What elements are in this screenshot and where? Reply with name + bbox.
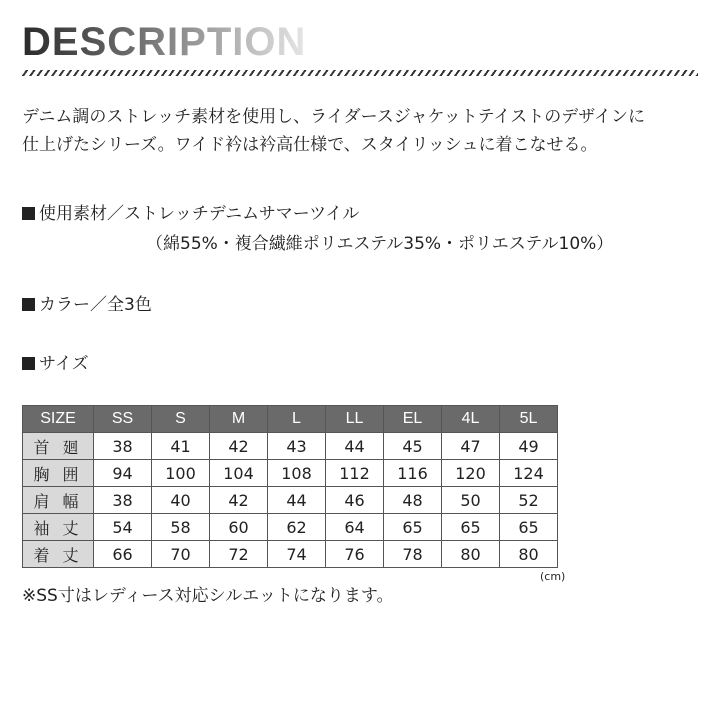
table-cell: 46 xyxy=(326,487,384,514)
size-header-cell: S xyxy=(152,406,210,433)
table-cell: 76 xyxy=(326,541,384,568)
table-cell: 66 xyxy=(94,541,152,568)
material-heading xyxy=(22,200,359,228)
title-divider xyxy=(22,70,698,76)
table-row xyxy=(23,487,558,514)
table-cell: 47 xyxy=(442,433,500,460)
table-cell: 52 xyxy=(500,487,558,514)
row-label: 首 廻 xyxy=(23,433,94,460)
size-header-cell: SIZE xyxy=(23,406,94,433)
table-cell: 100 xyxy=(152,460,210,487)
size-header-cell: SS xyxy=(94,406,152,433)
table-cell: 43 xyxy=(268,433,326,460)
page-title: DESCRIPTION xyxy=(22,20,307,64)
size-label: サイズ xyxy=(39,354,89,374)
table-cell: 38 xyxy=(94,433,152,460)
size-header-row xyxy=(23,406,558,433)
square-bullet-icon xyxy=(22,207,35,220)
description-line: デニム調のストレッチ素材を使用し、ライダースジャケットテイストのデザインに xyxy=(22,107,646,127)
table-cell: 38 xyxy=(94,487,152,514)
size-header-cell: 5L xyxy=(500,406,558,433)
table-cell: 42 xyxy=(210,433,268,460)
square-bullet-icon xyxy=(22,357,35,370)
row-label: 着 丈 xyxy=(23,541,94,568)
row-label: 袖 丈 xyxy=(23,514,94,541)
table-row xyxy=(23,541,558,568)
table-cell: 44 xyxy=(268,487,326,514)
table-cell: 62 xyxy=(268,514,326,541)
square-bullet-icon xyxy=(22,298,35,311)
table-cell: 41 xyxy=(152,433,210,460)
table-cell: 48 xyxy=(384,487,442,514)
table-cell: 74 xyxy=(268,541,326,568)
size-header-cell: EL xyxy=(384,406,442,433)
table-cell: 50 xyxy=(442,487,500,514)
table-cell: 64 xyxy=(326,514,384,541)
table-cell: 120 xyxy=(442,460,500,487)
table-cell: 80 xyxy=(500,541,558,568)
size-header-cell: M xyxy=(210,406,268,433)
table-cell: 108 xyxy=(268,460,326,487)
table-cell: 116 xyxy=(384,460,442,487)
table-cell: 70 xyxy=(152,541,210,568)
table-row xyxy=(23,460,558,487)
table-cell: 65 xyxy=(384,514,442,541)
row-label: 肩 幅 xyxy=(23,487,94,514)
table-cell: 40 xyxy=(152,487,210,514)
table-cell: 72 xyxy=(210,541,268,568)
table-cell: 80 xyxy=(442,541,500,568)
table-cell: 124 xyxy=(500,460,558,487)
size-header-cell: LL xyxy=(326,406,384,433)
table-row xyxy=(23,433,558,460)
table-cell: 112 xyxy=(326,460,384,487)
table-cell: 65 xyxy=(500,514,558,541)
table-cell: 45 xyxy=(384,433,442,460)
table-cell: 104 xyxy=(210,460,268,487)
table-cell: 49 xyxy=(500,433,558,460)
color-label: カラー／全3色 xyxy=(39,295,152,315)
color-heading xyxy=(22,291,152,319)
table-cell: 78 xyxy=(384,541,442,568)
material-detail: （綿55%・複合繊維ポリエステル35%・ポリエステル10%） xyxy=(146,234,614,254)
table-cell: 94 xyxy=(94,460,152,487)
table-cell: 65 xyxy=(442,514,500,541)
material-label: 使用素材／ストレッチデニムサマーツイル xyxy=(39,204,360,224)
size-note: ※SS寸はレディース対応シルエットになります。 xyxy=(22,586,394,606)
size-table xyxy=(22,405,558,568)
description-line: 仕上げたシリーズ。ワイド衿は衿高仕様で、スタイリッシュに着こなせる。 xyxy=(22,135,598,155)
size-header-cell: L xyxy=(268,406,326,433)
unit-label: (cm) xyxy=(540,570,566,583)
description xyxy=(22,103,698,159)
table-cell: 58 xyxy=(152,514,210,541)
size-heading xyxy=(22,350,89,378)
size-header-cell: 4L xyxy=(442,406,500,433)
table-cell: 60 xyxy=(210,514,268,541)
table-row xyxy=(23,514,558,541)
row-label: 胸 囲 xyxy=(23,460,94,487)
table-cell: 42 xyxy=(210,487,268,514)
table-cell: 54 xyxy=(94,514,152,541)
table-cell: 44 xyxy=(326,433,384,460)
